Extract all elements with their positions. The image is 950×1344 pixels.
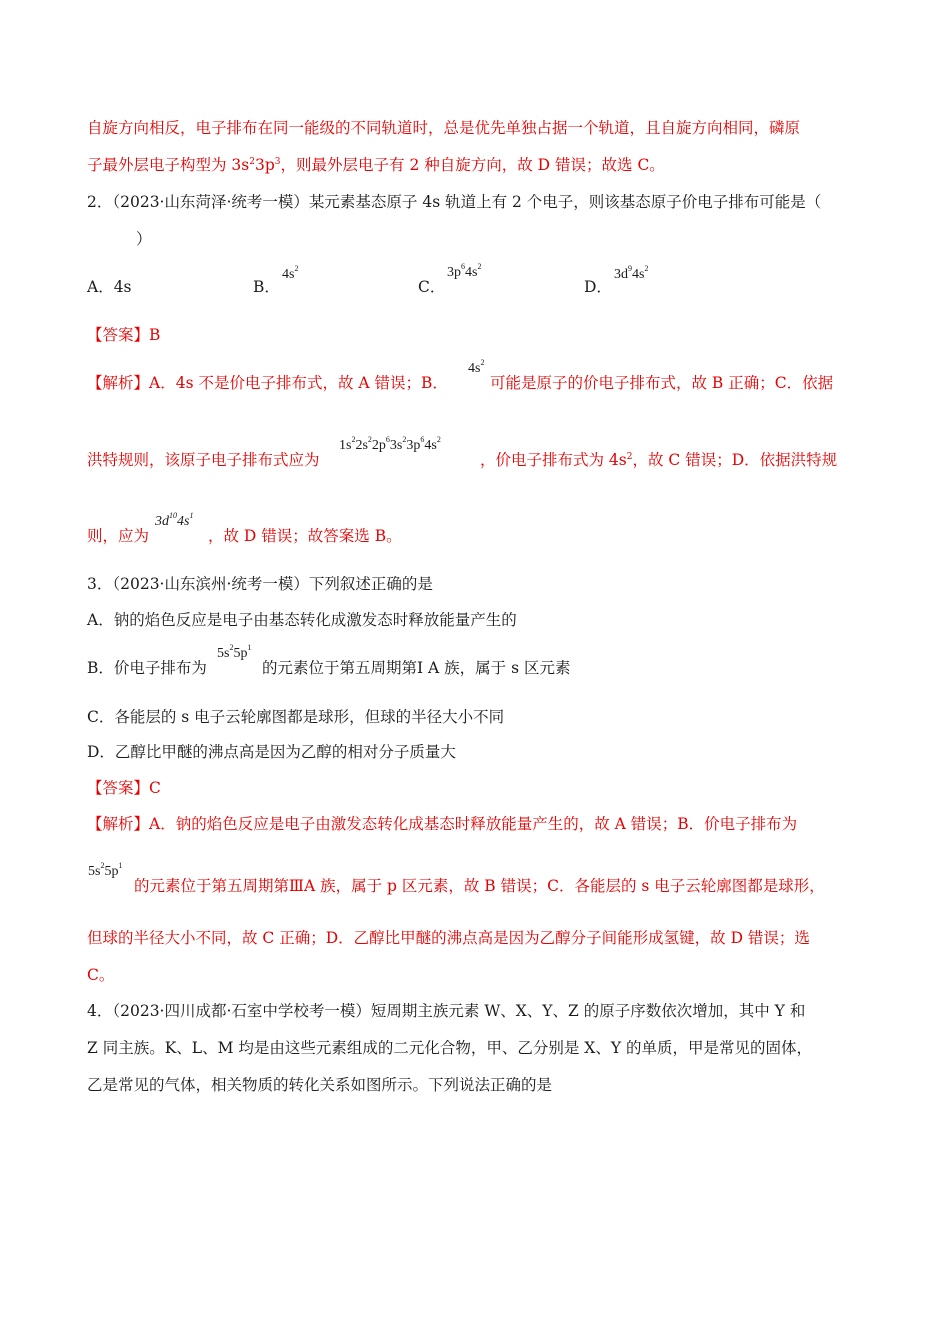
option-c: C． xyxy=(418,278,446,296)
explanation-line: ，故 D 错误；故答案选 B。 xyxy=(208,527,402,545)
question-3-stem: 3．（2023·山东滨州·统考一模）下列叙述正确的是 xyxy=(87,575,433,593)
option-b: B．价电子排布为 xyxy=(87,659,207,677)
question-4-stem: Z 同主族。K、L、M 均是由这些元素组成的二元化合物，甲、乙分别是 X、Y 的单质，甲是常见的固体， xyxy=(87,1039,812,1057)
answer-line: 【答案】B xyxy=(87,326,161,344)
option-a: A．钠的焰色反应是电子由基态转化成激发态时释放能量产生的 xyxy=(87,611,517,629)
formula-full-config: $1s^22s^22p^63s^23p^64s^2$ xyxy=(339,435,441,453)
formula-3d10-4s1: $3d^{10}4s^1$ xyxy=(155,511,194,529)
explanation-line: ，价电子排布式为 $4s^2$，故 C 错误；D．依据洪特规 xyxy=(480,451,838,469)
explanation-line: 【解析】A．钠的焰色反应是电子由激发态转化成基态时释放能量产生的，故 A 错误；B．价电子排布为 xyxy=(87,815,798,833)
explanation-line: 子最外层电子构型为 $3s^23p^3$，则最外层电子有 2 种自旋方向，故 D 错误；故选 C。 xyxy=(87,156,665,174)
answer-line: 【答案】C xyxy=(87,779,161,797)
formula-option-b: $4s^2$ xyxy=(282,264,299,282)
option-b-rest: 的元素位于第五周期第Ⅰ A 族，属于 s 区元素 xyxy=(262,659,571,677)
formula-option-d: $3d^94s^2$ xyxy=(614,264,649,282)
explanation-line: 则，应为 xyxy=(87,527,150,545)
explanation-line: 自旋方向相反，电子排布在同一能级的不同轨道时，总是优先单独占据一个轨道，且自旋方向相同，磷原 xyxy=(87,119,801,137)
explanation-line: 的元素位于第五周期第ⅢA 族，属于 p 区元素，故 B 错误；C．各能层的 s 电子云轮廓图都是球形， xyxy=(134,877,825,895)
option-c: C．各能层的 s 电子云轮廓图都是球形，但球的半径大小不同 xyxy=(87,708,505,726)
question-2-stem-close: ） xyxy=(136,230,152,248)
explanation-line: 可能是原子的价电子排布式，故 B 正确；C．依据 xyxy=(490,374,834,392)
option-a: A．4s xyxy=(87,278,132,296)
option-d: D． xyxy=(584,278,612,296)
explanation-line: 【解析】A．4s 不是价电子排布式，故 A 错误；B． xyxy=(87,374,448,392)
formula-5s2-5p1: $5s^25p^1$ xyxy=(217,643,252,661)
explanation-line: 洪特规则，该原子电子排布式应为 xyxy=(87,451,320,469)
question-4-stem: 乙是常见的气体，相关物质的转化关系如图所示。下列说法正确的是 xyxy=(87,1076,553,1094)
explanation-line: C。 xyxy=(87,966,115,984)
option-d: D．乙醇比甲醚的沸点高是因为乙醇的相对分子质量大 xyxy=(87,743,456,761)
question-4-stem: 4．（2023·四川成都·石室中学校考一模）短周期主族元素 W、X、Y、Z 的原子序数依次增加，其中 Y 和 xyxy=(87,1002,806,1020)
option-b: B． xyxy=(253,278,280,296)
question-2-stem: 2．（2023·山东菏泽·统考一模）某元素基态原子 4s 轨道上有 2 个电子，则该基态原子价电子排布可能是（ xyxy=(87,193,822,211)
formula-5s2-5p1: $5s^25p^1$ xyxy=(88,861,123,879)
explanation-line: 但球的半径大小不同，故 C 正确；D．乙醇比甲醚的沸点高是因为乙醇分子间能形成氢键，故 D 错误；选 xyxy=(87,929,810,947)
formula-4s2: $4s^2$ xyxy=(468,358,485,376)
formula-option-c: $3p^64s^2$ xyxy=(447,262,482,280)
